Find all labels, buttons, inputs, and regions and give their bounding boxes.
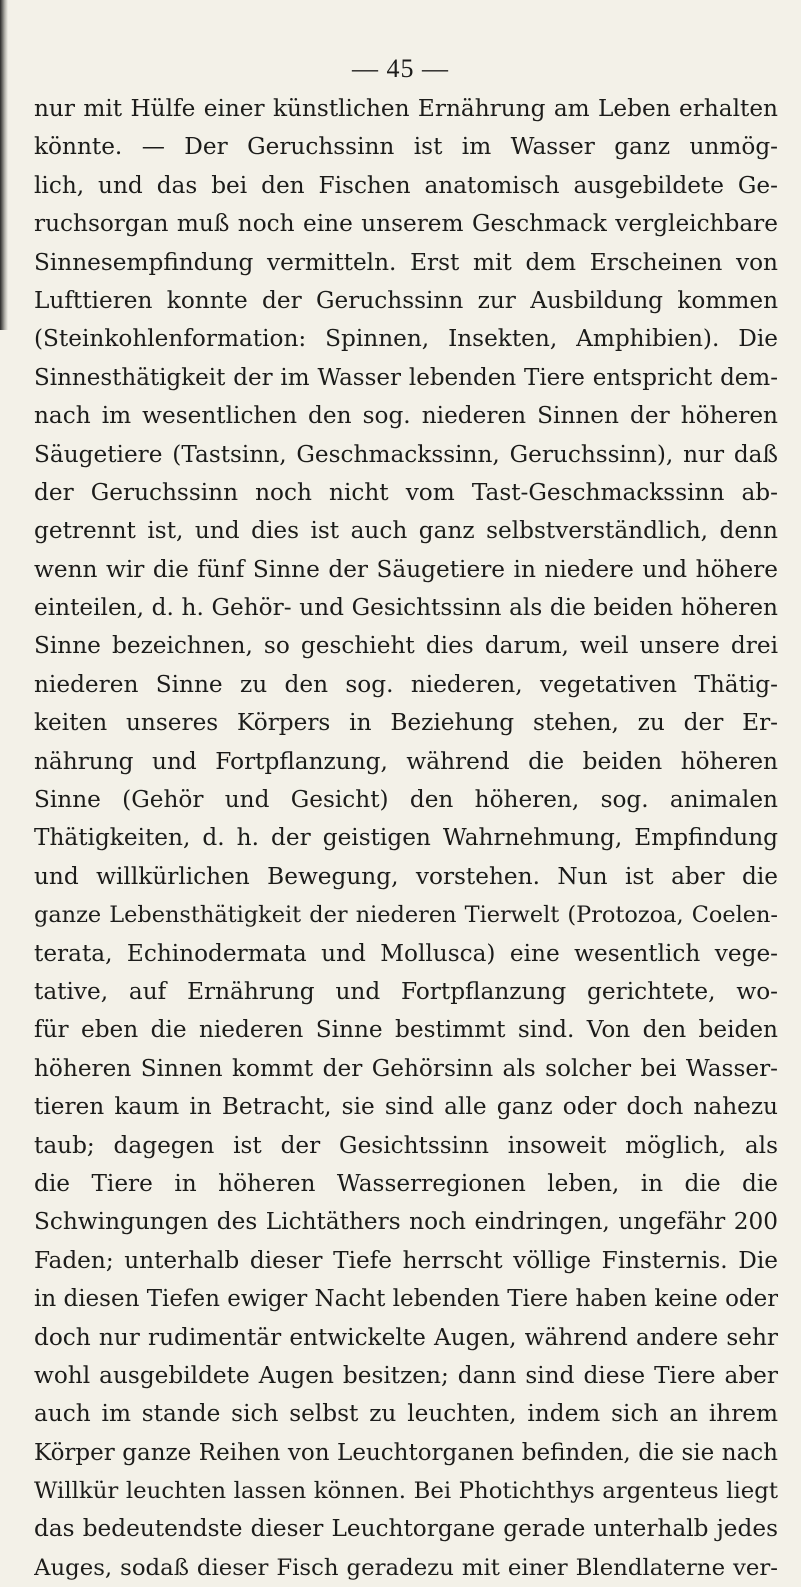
text-line: Thätigkeiten, d. h. der geistigen Wahrnehmung, Empfindung: [34, 824, 778, 852]
text-line: (Steinkohlenformation: Spinnen, Insekten, Amphibien). Die: [34, 325, 778, 353]
text-line: getrennt ist, und dies ist auch ganz selbstverständlich, denn: [34, 517, 778, 545]
page-number: — 45 —: [352, 54, 449, 83]
text-line: Säugetiere (Tastsinn, Geschmackssinn, Geruchssinn), nur daß: [34, 440, 778, 468]
text-line: für eben die niederen Sinne bestimmt sind. Von den beiden: [34, 1016, 778, 1044]
text-line: könnte. — Der Geruchssinn ist im Wasser ganz unmög-: [34, 133, 778, 161]
text-line: Sinnesthätigkeit der im Wasser lebenden Tiere entspricht dem-: [34, 364, 778, 391]
text-line: die Tiere in höheren Wasserregionen leben, in die die: [34, 1169, 778, 1197]
text-line: Lufttieren konnte der Geruchssinn zur Ausbildung kommen: [34, 286, 778, 314]
text-line: nur mit Hülfe einer künstlichen Ernährung am Leben erhalten: [34, 95, 778, 122]
text-line: doch nur rudimentär entwickelte Augen, während andere sehr: [34, 1323, 778, 1351]
text-line: tieren kaum in Betracht, sie sind alle ganz oder doch nahezu: [34, 1093, 778, 1121]
body-text: [34, 90, 778, 1587]
text-line: einteilen, d. h. Gehör- und Gesichtssinn als die beiden höheren: [34, 594, 778, 622]
text-line: Körper ganze Reihen von Leuchtorganen befinden, die sie nach: [34, 1439, 778, 1466]
text-line: der Geruchssinn noch nicht vom Tast-Geschmackssinn ab-: [34, 478, 778, 506]
text-line: nach im wesentlichen den sog. niederen Sinnen der höheren: [34, 402, 778, 430]
text-line: Auges, sodaß dieser Fisch geradezu mit einer Blendlaterne ver-: [34, 1554, 778, 1581]
scan-shadow-edge: [0, 0, 8, 330]
text-line: niederen Sinne zu den sog. niederen, vegetativen Thätig-: [34, 670, 778, 698]
text-line: in diesen Tiefen ewiger Nacht lebenden Tiere haben keine oder: [34, 1286, 778, 1313]
text-line: Willkür leuchten lassen können. Bei Photichthys argenteus liegt: [34, 1478, 778, 1505]
text-line: tative, auf Ernährung und Fortpflanzung gerichtete, wo-: [34, 977, 778, 1005]
text-line: Sinnesempfindung vermitteln. Erst mit dem Erscheinen von: [34, 248, 778, 276]
text-line: wohl ausgebildete Augen besitzen; dann sind diese Tiere aber: [34, 1361, 778, 1389]
text-line: und willkürlichen Bewegung, vorstehen. Nun ist aber die: [34, 862, 778, 890]
text-line: auch im stande sich selbst zu leuchten, indem sich an ihrem: [34, 1400, 778, 1428]
text-line: lich, und das bei den Fischen anatomisch ausgebildete Ge-: [34, 171, 778, 199]
text-line: Sinne bezeichnen, so geschieht dies darum, weil unsere drei: [34, 632, 778, 660]
text-line: wenn wir die fünf Sinne der Säugetiere in niedere und höhere: [34, 555, 778, 583]
text-line: Sinne (Gehör und Gesicht) den höheren, sog. animalen: [34, 786, 778, 814]
text-line: ganze Lebensthätigkeit der niederen Tierwelt (Protozoa, Coelen-: [34, 902, 778, 929]
text-line: taub; dagegen ist der Gesichtssinn insoweit möglich, als: [34, 1131, 778, 1159]
text-line: höheren Sinnen kommt der Gehörsinn als solcher bei Wasser-: [34, 1054, 778, 1082]
text-line: nährung und Fortpflanzung, während die beiden höheren: [34, 747, 778, 775]
text-line: Schwingungen des Lichtäthers noch eindringen, ungefähr 200: [34, 1208, 778, 1236]
text-line: keiten unseres Körpers in Beziehung stehen, zu der Er-: [34, 709, 778, 737]
text-line: terata, Echinodermata und Mollusca) eine wesentlich vege-: [34, 939, 778, 967]
text-line: Faden; unterhalb dieser Tiefe herrscht völlige Finsternis. Die: [34, 1246, 778, 1274]
text-line: das bedeutendste dieser Leuchtorgane gerade unterhalb jedes: [34, 1515, 778, 1543]
text-line: ruchsorgan muß noch eine unserem Geschmack vergleichbare: [34, 210, 778, 238]
